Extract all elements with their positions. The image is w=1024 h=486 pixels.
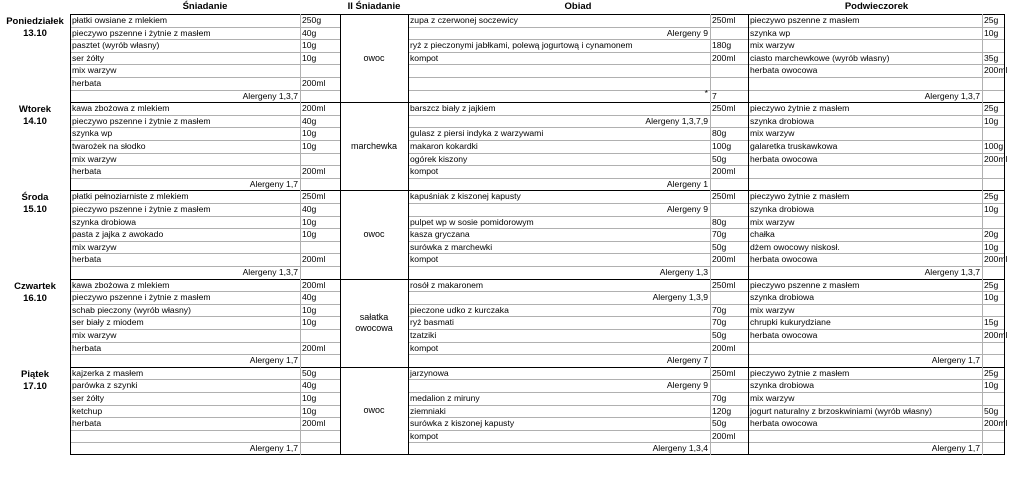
lunch-qty: 180g — [712, 40, 732, 51]
snack-qty: 200ml — [984, 330, 1008, 340]
snack-qty: 25g — [984, 15, 999, 25]
breakfast-qty: 10g — [302, 40, 317, 51]
lunch-qty: 50g — [712, 418, 727, 429]
lunch-qty: 250ml — [712, 367, 736, 378]
snack-qty: 15g — [984, 317, 999, 328]
breakfast-item: herbata — [72, 418, 102, 429]
breakfast-qty: 10g — [302, 216, 317, 227]
lunch-allergens: Alergeny 1,3,7,9 — [645, 115, 708, 126]
snack-item: mix warzyw — [750, 128, 795, 139]
lunch-item: kompot — [410, 254, 439, 265]
lunch-qty: 50g — [712, 241, 727, 252]
lunch-qty: 50g — [712, 153, 727, 164]
lunch-item: kompot — [410, 52, 439, 63]
breakfast-qty: 10g — [302, 405, 317, 416]
header-breakfast: Śniadanie — [70, 0, 340, 14]
snack-item: mix warzyw — [750, 216, 795, 227]
breakfast-item: mix warzyw — [72, 153, 117, 164]
snack-item: herbata owocowa — [750, 330, 818, 340]
breakfast-qty: 10g — [302, 128, 317, 139]
snack-item: herbata owocowa — [750, 418, 818, 429]
snack-item: szynka wp — [750, 27, 791, 38]
breakfast-qty: 50g — [302, 367, 317, 378]
snack-allergens: Alergeny 1,3,7 — [924, 267, 980, 277]
lunch-item: makaron kokardki — [410, 141, 478, 151]
lunch-qty: 200ml — [712, 52, 736, 63]
menu-table — [70, 14, 1008, 486]
snack-item: galaretka truskawkowa — [750, 141, 838, 151]
snack-qty: 25g — [984, 191, 999, 202]
breakfast-item: schab pieczony (wyrób własny) — [72, 304, 191, 315]
snack-qty: 50g — [984, 405, 999, 416]
lunch-item: barszcz biały z jajkiem — [410, 103, 496, 114]
lunch-item: rosół z makaronem — [410, 279, 484, 290]
breakfast-item: twarożek na słodko — [72, 141, 146, 151]
snack-qty: 10g — [984, 241, 999, 252]
breakfast-qty: 250ml — [302, 191, 326, 202]
breakfast-item: pasztet (wyrób własny) — [72, 40, 160, 51]
breakfast-qty: 40g — [302, 27, 317, 38]
breakfast-item: ketchup — [72, 405, 103, 416]
breakfast-qty: 40g — [302, 380, 317, 391]
breakfast-item: kawa zbożowa z mlekiem — [72, 279, 170, 290]
lunch-qty: 70g — [712, 229, 727, 240]
snack-qty: 200ml — [984, 418, 1008, 429]
lunch-item: ogórek kiszony — [410, 153, 468, 164]
grid-line — [408, 77, 1005, 78]
day-name: Wtorek — [18, 104, 52, 116]
snack-allergens: Alergeny 1,7 — [931, 355, 980, 366]
day-label — [0, 281, 70, 305]
lunch-qty: 70g — [712, 393, 727, 403]
lunch-item: jarzynowa — [410, 367, 449, 378]
snack-qty: 10g — [984, 204, 999, 214]
lunch-qty: 250ml — [712, 279, 736, 290]
lunch-qty: 200ml — [712, 342, 736, 353]
snack-qty: 100g — [984, 141, 1004, 151]
breakfast-item: ser żółty — [72, 393, 104, 403]
breakfast-qty: 10g — [302, 317, 317, 328]
lunch-allergens: Alergeny 1,3 — [659, 267, 708, 277]
breakfast-item: herbata — [72, 342, 102, 353]
breakfast-item: szynka drobiowa — [72, 216, 137, 227]
breakfast-allergens: Alergeny 1,7 — [249, 355, 298, 366]
header-lunch: Obiad — [408, 0, 748, 14]
lunch-qty: 80g — [712, 128, 727, 139]
second-breakfast-item: owoc — [363, 52, 385, 63]
snack-item: mix warzyw — [750, 393, 795, 403]
breakfast-item: parówka z szynki — [72, 380, 138, 391]
snack-item: herbata owocowa — [750, 65, 818, 76]
breakfast-qty: 200ml — [302, 254, 326, 265]
snack-item: pieczywo żytnie z masłem — [750, 103, 850, 114]
lunch-item: pieczone udko z kurczaka — [410, 304, 509, 315]
breakfast-qty: 40g — [302, 115, 317, 126]
snack-item: pieczywo żytnie z masłem — [750, 367, 850, 378]
breakfast-qty: 200ml — [302, 342, 326, 353]
breakfast-qty: 10g — [302, 393, 317, 403]
breakfast-allergens: Alergeny 1,3,7 — [242, 90, 298, 101]
lunch-allergens: Alergeny 7 — [666, 355, 708, 366]
breakfast-qty: 200ml — [302, 418, 326, 429]
breakfast-item: mix warzyw — [72, 241, 117, 252]
breakfast-item: szynka wp — [72, 128, 113, 139]
lunch-item: pulpet wp w sosie pomidorowym — [410, 216, 534, 227]
lunch-qty: 80g — [712, 216, 727, 227]
lunch-item: kompot — [410, 342, 439, 353]
breakfast-qty: 40g — [302, 292, 317, 303]
breakfast-item: mix warzyw — [72, 330, 117, 340]
lunch-item: zupa z czerwonej soczewicy — [410, 15, 518, 25]
day-label — [0, 369, 70, 393]
breakfast-qty: 200ml — [302, 103, 326, 114]
snack-qty: 200ml — [984, 153, 1008, 164]
grid-line — [408, 14, 409, 455]
breakfast-item: płatki owsiane z mlekiem — [72, 15, 168, 25]
breakfast-item: kajzerka z masłem — [72, 367, 144, 378]
breakfast-item: pieczywo pszenne i żytnie z masłem — [72, 292, 211, 303]
snack-allergens: Alergeny 1,7 — [931, 443, 980, 454]
breakfast-item: ser biały z miodem — [72, 317, 144, 328]
lunch-note-marker: * — [704, 87, 708, 98]
second-breakfast-item: owoc — [363, 228, 385, 239]
day-label — [0, 16, 70, 40]
snack-item: ciasto marchewkowe (wyrób własny) — [750, 52, 890, 63]
lunch-qty: 250ml — [712, 191, 736, 202]
lunch-allergens: Alergeny 1,3,9 — [652, 292, 708, 303]
lunch-item: ziemniaki — [410, 405, 446, 416]
lunch-item: kompot — [410, 166, 439, 177]
header-second-breakfast: II Śniadanie — [340, 0, 408, 14]
lunch-qty: 70g — [712, 317, 727, 328]
day-name: Piątek — [21, 368, 49, 380]
lunch-qty: 50g — [712, 330, 727, 340]
lunch-item: kompot — [410, 430, 439, 441]
breakfast-item: kawa zbożowa z mlekiem — [72, 103, 170, 114]
lunch-item: surówka z kiszonej kapusty — [410, 418, 515, 429]
breakfast-item: płatki pełnoziarniste z mlekiem — [72, 191, 189, 202]
breakfast-qty: 250g — [302, 15, 322, 25]
snack-item: chałka — [750, 229, 775, 240]
lunch-qty: 200ml — [712, 166, 736, 177]
snack-qty: 25g — [984, 103, 999, 114]
lunch-item: medalion z miruny — [410, 393, 480, 403]
grid-line — [982, 14, 983, 455]
snack-item: szynka drobiowa — [750, 380, 815, 391]
day-date: 14.10 — [23, 116, 47, 128]
snack-qty: 10g — [984, 27, 999, 38]
day-name: Poniedziałek — [6, 16, 64, 27]
day-name: Środa — [21, 192, 49, 204]
second-breakfast-item: sałatka owocowa — [355, 311, 393, 333]
snack-qty: 20g — [984, 229, 999, 240]
snack-item: szynka drobiowa — [750, 204, 815, 214]
lunch-item: kasza gryczana — [410, 229, 470, 240]
snack-qty: 35g — [984, 52, 999, 63]
snack-qty: 200ml — [984, 254, 1008, 265]
snack-qty: 10g — [984, 115, 999, 126]
day-name: Czwartek — [14, 280, 56, 292]
lunch-allergens: Alergeny 1,3,4 — [652, 443, 708, 454]
grid-line — [70, 454, 1005, 455]
lunch-qty: 100g — [712, 141, 732, 151]
snack-item: chrupki kukurydziane — [750, 317, 831, 328]
breakfast-qty: 200ml — [302, 166, 326, 177]
snack-qty: 25g — [984, 279, 999, 290]
snack-qty: 25g — [984, 367, 999, 378]
breakfast-allergens: Alergeny 1,3,7 — [242, 267, 298, 277]
grid-line — [748, 14, 749, 455]
second-breakfast-item: marchewka — [350, 140, 397, 151]
lunch-note-value: 7 — [712, 90, 717, 101]
breakfast-item: mix warzyw — [72, 65, 117, 76]
breakfast-qty: 10g — [302, 229, 317, 240]
breakfast-item: pasta z jajka z awokado — [72, 229, 164, 240]
snack-qty: 10g — [984, 292, 999, 303]
day-date: 17.10 — [23, 380, 47, 392]
snack-item: mix warzyw — [750, 304, 795, 315]
lunch-qty: 120g — [712, 405, 732, 416]
snack-item: pieczywo żytnie z masłem — [750, 191, 850, 202]
snack-item: herbata owocowa — [750, 254, 818, 265]
snack-item: szynka drobiowa — [750, 115, 815, 126]
breakfast-item: pieczywo pszenne i żytnie z masłem — [72, 27, 211, 38]
breakfast-item: herbata — [72, 254, 102, 265]
snack-item: szynka drobiowa — [750, 292, 815, 303]
lunch-qty: 250ml — [712, 15, 736, 25]
second-breakfast-item: owoc — [363, 405, 385, 416]
breakfast-qty: 200ml — [302, 78, 326, 88]
lunch-allergens: Alergeny 9 — [666, 27, 708, 38]
grid-line — [1004, 14, 1005, 455]
snack-item: pieczywo pszenne z masłem — [750, 279, 860, 290]
snack-item: mix warzyw — [750, 40, 795, 51]
lunch-allergens: Alergeny 9 — [666, 204, 708, 214]
lunch-allergens: Alergeny 9 — [666, 380, 708, 391]
day-date: 15.10 — [23, 204, 47, 216]
snack-item: jogurt naturalny z brzoskwiniami (wyrób własny) — [750, 405, 932, 416]
day-label — [0, 104, 70, 128]
day-date: 13.10 — [23, 28, 47, 39]
grid-line — [300, 14, 301, 455]
lunch-qty: 200ml — [712, 254, 736, 265]
breakfast-item: pieczywo pszenne i żytnie z masłem — [72, 204, 211, 214]
lunch-item: kapuśniak z kiszonej kapusty — [410, 191, 521, 202]
lunch-qty: 250ml — [712, 103, 736, 114]
lunch-qty: 200ml — [712, 430, 736, 441]
breakfast-item: pieczywo pszenne i żytnie z masłem — [72, 115, 211, 126]
day-date: 16.10 — [23, 292, 47, 304]
lunch-item: tzatziki — [410, 330, 437, 340]
lunch-item: ryż z pieczonymi jabłkami, polewą jogurtową i cynamonem — [410, 40, 633, 51]
breakfast-qty: 10g — [302, 304, 317, 315]
grid-line — [340, 14, 341, 455]
snack-item: herbata owocowa — [750, 153, 818, 164]
lunch-qty: 70g — [712, 304, 727, 315]
header-snack: Podwieczorek — [748, 0, 1005, 14]
lunch-item: ryż basmati — [410, 317, 454, 328]
snack-item: dżem owocowy niskosł. — [750, 241, 840, 252]
breakfast-allergens: Alergeny 1,7 — [249, 443, 298, 454]
breakfast-item: herbata — [72, 166, 102, 177]
snack-qty: 200ml — [984, 65, 1008, 76]
day-label — [0, 192, 70, 216]
breakfast-qty: 10g — [302, 52, 317, 63]
breakfast-allergens: Alergeny 1,7 — [249, 178, 298, 189]
breakfast-qty: 40g — [302, 204, 317, 214]
grid-line — [710, 14, 711, 455]
lunch-item: gulasz z piersi indyka z warzywami — [410, 128, 544, 139]
breakfast-item: ser żółty — [72, 52, 104, 63]
lunch-item: surówka z marchewki — [410, 241, 493, 252]
grid-line — [70, 14, 71, 455]
snack-item: pieczywo pszenne z masłem — [750, 15, 860, 25]
breakfast-item: herbata — [72, 78, 102, 88]
lunch-allergens: Alergeny 1 — [666, 178, 708, 189]
snack-allergens: Alergeny 1,3,7 — [924, 90, 980, 101]
breakfast-qty: 200ml — [302, 279, 326, 290]
breakfast-qty: 10g — [302, 141, 317, 151]
snack-qty: 10g — [984, 380, 999, 391]
